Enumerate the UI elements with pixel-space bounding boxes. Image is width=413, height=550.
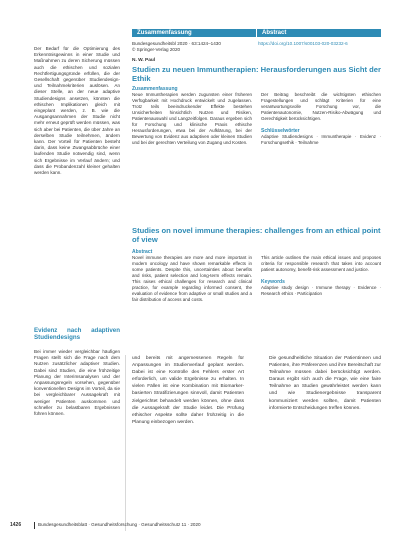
body-column-1: und bereits mit angemessenen Regeln für Anpassungen im Studienverlauf geplant werden. Dabei ist eine Kontrolle des Fehlers erster Art erforderlich, um valide Ergebnisse zu erhalten. In vielen Fällen ist eine Kombination mit Biomarker-basierten Stratifizierungen sinnvoll, damit Patienten zielgerichtet behandelt werden können, ohne dass die Aussagekraft der Studie leidet. Die Prüfung ethischer Aspekte sollte daher frühzeitig in die Planung einbezogen werden. [132,356,244,425]
german-keywords: Adaptive Studiendesigns · Immuntherapie · Evidenz · Forschungsethik · Teilnahme [261,134,381,145]
german-abstract-col2 [261,92,381,146]
column-divider [125,355,126,531]
left-intro-text: Der Bedarf für die Optimierung des Erkenntnisgewinns in einer Studie und Maßnahmen zu deren Sicherung müssen auch die ethischen und sozialen Rechtfertigungsgründe erfüllen, die der Gesellschaft gegenüber Studiendesign- und Teilnahmekriterien auslösen. An dieser Stelle, an der neue adaptive Studiendesigns ansetzen, könnten die ethischen Implikationen gleich mit eingeplant werden, z. B. wie die Ausgangsannahmen der Studie nicht mehr erneut geprüft werden müssen, was sich aber bei Patienten, die über Jahre an derselben Studie teilnehmen, ändern kann. Der Vorteil für Patienten besteht darin, dass keine Zwangsabbrüche einer laufenden Studie notwendig sind, wenn sich Ergebnisse im Verlauf ändern; und dass die Probandenzahl kleiner gehalten werden kann. [34,46,120,176]
tab-abstract: Abstract [256,29,381,37]
german-abstract-text-2: Der Beitrag beschreibt die wichtigsten ethischen Fragestellungen und schlägt Kriterien für eine verantwortungsvolle Forschung vor, die Patientenautonomie, Nutzen-Risiko-Abwägung und Gerechtigkeit berücksichtigen. [261,92,381,121]
abstract-tab-bar [132,29,381,37]
left-section-text: Bei immer wieder vergleichbar häufigen Fragen stellt sich die Frage nach dem Nutzen zusätzlicher adaptiver Studien. Dabei sind Studien, die eine frühzeitige Planung der Interimsanalysen und der Anpassungsregeln vorsehen, gegenüber konventionellen Designs im Vorteil, da sie bei vergleichbarer Aussagekraft mit weniger Patienten auskommen und schneller zu belastbaren Ergebnissen führen können. [34,349,120,417]
english-abstract-heading: Abstract [132,249,153,255]
english-keywords: Adaptive study design · Immune therapy · Evidence · Research ethics · Participation [261,285,381,296]
english-abstract-col2 [261,255,381,297]
english-abstract-col1 [132,249,252,303]
german-keywords-heading: Schlüsselwörter [261,128,300,134]
footer-separator [34,522,35,529]
english-keywords-heading: Keywords [261,279,285,285]
journal-footer: Bundesgesundheitsblatt · Gesundheitsforschung · Gesundheitsschutz 11 · 2020 [38,522,201,527]
page-number: 1426 [10,522,22,528]
citation-meta [132,41,221,53]
german-abstract-heading: Zusammenfassung [132,86,178,92]
english-abstract-text-2: This article outlines the main ethical issues and proposes criteria for responsible research that takes into account patient autonomy, benefit-risk assessment and justice. [261,255,381,272]
german-abstract-text: Neue Immuntherapien werden zugunsten einer früheren Verfügbarkeit mit Hochdruck entwickelt und zugelassen. Trotz teils beeindruckender Effekte bestehen Unsicherheiten hinsichtlich Nutzen und Risiken, Patientenauswahl und Langzeitfolgen. Daraus ergeben sich für Forschung und klinische Praxis ethische Herausforderungen, etwa bei der Aufklärung, bei der Bewertung von Evidenz aus adaptiven oder kleinen Studien und bei der gerechten Verteilung von Zugang und Kosten. [132,92,252,145]
tab-zusammenfassung: Zusammenfassung [132,29,256,37]
left-section-heading: Evidenz nach adaptiven Studiendesigns [34,327,120,341]
left-section [34,327,120,417]
body-column-2: Die gesundheitliche Situation der Patientinnen und Patienten, ihre Präferenzen und ihre Bereitschaft zur Teilnahme müssen dabei berücksichtigt werden. Daraus ergibt sich auch die Frage, wie eine faire Teilnahme an Studien gewährleistet werden kann und wie Studienergebnisse transparent kommuniziert werden sollten, damit Patienten informierte Entscheidungen treffen können. [269,356,381,411]
published-date: © Springer-Verlag 2020 [132,47,181,52]
english-title: Studies on novel immune therapies: challenges from an ethical point of view [132,226,381,244]
doi-link[interactable]: https://doi.org/10.1007/s00103-020-03232-6 [258,41,348,46]
german-title: Studien zu neuen Immuntherapien: Herausforderungen aus Sicht der Ethik [132,65,381,83]
author-name: N. W. Paul [132,58,156,63]
english-abstract-text: Novel immune therapies are more and more important in modern oncology and have shown remarkable effects in some patients. Despite this, uncertainties about benefits and risks, patient selection and long-term effects remain. This raises ethical challenges for research and clinical practice, for example regarding informed consent, the evaluation of evidence from adaptive or small studies and a fair distribution of access and costs. [132,255,252,302]
citation: Bundesgesundheitsbl 2020 · 63:1424–1430 [132,41,221,46]
german-abstract-col1 [132,86,252,146]
